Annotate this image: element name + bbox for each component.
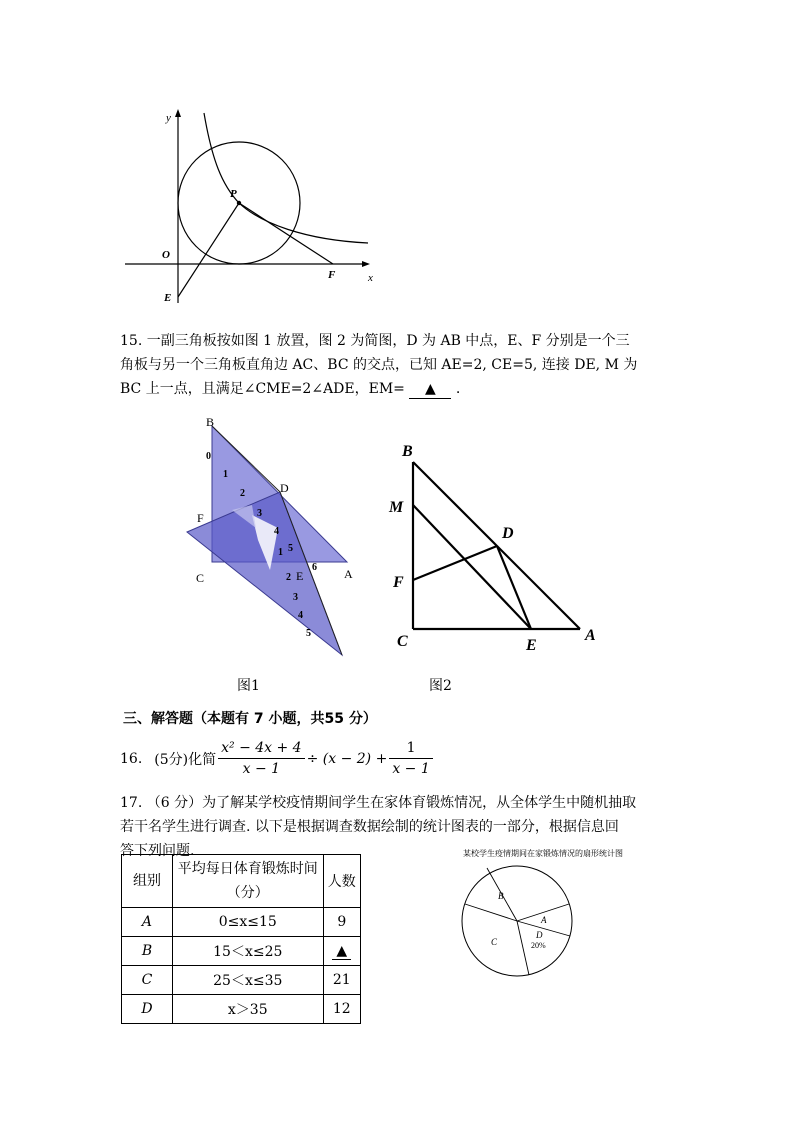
fig2-label-m: M [389, 499, 404, 516]
fig1-label-d: D [280, 481, 289, 495]
fig1-label-b: B [206, 415, 215, 429]
fraction-2 [389, 738, 432, 779]
fraction-1-denominator: x − 1 [242, 761, 281, 777]
table-row [122, 966, 361, 995]
ruler-tick-b2: 2 [286, 572, 291, 583]
q17-line3: 答下列问题. [120, 843, 195, 859]
ruler-tick-6: 6 [312, 562, 317, 573]
answer-blank-15: ▲ [409, 380, 451, 399]
fig2-label-c: C [397, 633, 408, 650]
header-count: 人数 [323, 855, 360, 908]
cell-count-blank [323, 937, 360, 966]
figure-1-set-squares [182, 410, 367, 665]
pie-label-d: D [536, 930, 543, 940]
fraction-2-denominator: x − 1 [392, 761, 430, 777]
set-square-2 [187, 492, 342, 655]
q15-line1: 15. 一副三角板按如图 1 放置，图 2 为简图，D 为 AB 中点，E、F 分别是一个三 [120, 333, 630, 349]
cell-count: 12 [323, 995, 360, 1024]
cell-range: 15＜x≤25 [172, 937, 323, 966]
hyperbola-curve [204, 113, 368, 243]
cell-group: C [122, 966, 173, 995]
pie-label-a: A [541, 915, 547, 925]
label-e: E [164, 292, 172, 304]
ruler-tick-3: 3 [257, 508, 262, 519]
segment-pf [239, 203, 333, 264]
segment-fd [413, 546, 497, 580]
segment-ep [178, 203, 239, 297]
fig2-label-b: B [402, 443, 413, 460]
question-15 [120, 329, 680, 401]
q17-line2: 若干名学生进行调查. 以下是根据调查数据绘制的统计图表的一部分，根据信息回 [120, 819, 619, 835]
cell-count: 9 [323, 908, 360, 937]
fig1-label-e: E [296, 569, 304, 583]
q16-number: 16. [120, 750, 143, 767]
cell-range: 25＜x≤35 [172, 966, 323, 995]
pie-chart-title: 某校学生疫情期间在家锻炼情况的扇形统计图 [463, 849, 623, 858]
pie-percent-d: 20% [531, 941, 546, 950]
segment-de [497, 546, 531, 629]
label-f: F [328, 269, 336, 281]
x-axis-arrow [362, 261, 370, 267]
cell-range: 0≤x≤15 [172, 908, 323, 937]
q15-line2: 角板与另一个三角板直角边 AC、BC 的交点，已知 AE=2, CE=5, 连接 DE, M 为 [120, 357, 638, 373]
label-y: y [166, 112, 171, 124]
label-o: O [162, 249, 170, 261]
point-p-dot [237, 201, 241, 205]
fraction-1-numerator: x² − 4x + 4 [218, 738, 304, 759]
q17-line1: 17. （6 分）为了解某学校疫情期间学生在家体育锻炼情况，从全体学生中随机抽取 [120, 795, 637, 811]
q15-line3-text: BC 上一点，且满足∠CME=2∠ADE，EM= [120, 381, 405, 397]
q15-line3-end: . [455, 381, 461, 397]
fraction-2-numerator: 1 [389, 738, 432, 759]
cell-group: B [122, 937, 173, 966]
header-time: 平均每日体育锻炼时间（分） [172, 855, 323, 908]
header-group: 组别 [122, 855, 173, 908]
cell-count: 21 [323, 966, 360, 995]
q15-line3 [120, 377, 680, 401]
coordinate-figure [120, 105, 390, 310]
fig2-label-e: E [526, 637, 537, 654]
ruler-tick-b1: 1 [278, 547, 283, 558]
ruler-tick-b3: 3 [293, 592, 298, 603]
answer-blank-17: ▲ [332, 943, 351, 960]
ruler-tick-2: 2 [240, 488, 245, 499]
ruler-tick-b5: 5 [306, 628, 311, 639]
table-header-row [122, 855, 361, 908]
pie-divider-d-c [517, 921, 529, 975]
fig2-label-d: D [502, 525, 514, 542]
fig2-label-a: A [585, 627, 596, 644]
pie-label-c: C [491, 937, 498, 947]
section-3-title: 三、解答题（本题有 7 小题，共55 分） [123, 711, 377, 727]
ruler-tick-b4: 4 [298, 610, 303, 621]
question-16 [120, 738, 435, 779]
label-x: x [368, 272, 373, 284]
fig1-label-f: F [197, 511, 204, 525]
ruler-tick-0: 0 [206, 451, 211, 462]
ruler-tick-4: 4 [274, 526, 279, 537]
pie-chart [455, 860, 585, 985]
label-p: P [230, 188, 237, 200]
ruler-tick-1: 1 [223, 469, 228, 480]
caption-fig1: 图1 [237, 678, 260, 694]
table-row [122, 908, 361, 937]
fig2-label-f: F [393, 574, 404, 591]
fig1-label-a: A [344, 567, 353, 581]
q16-middle: ÷ (x − 2) + [306, 750, 388, 767]
caption-fig2: 图2 [429, 678, 452, 694]
figure-2-diagram [385, 435, 605, 655]
cell-range: x＞35 [172, 995, 323, 1024]
fraction-1 [218, 738, 304, 779]
exercise-table [121, 854, 361, 1024]
y-axis-arrow [175, 109, 181, 117]
pie-label-b: B [498, 891, 504, 901]
fig1-label-c: C [196, 571, 205, 585]
cell-group: D [122, 995, 173, 1024]
table-row [122, 995, 361, 1024]
cell-group: A [122, 908, 173, 937]
table-row [122, 937, 361, 966]
q16-score: (5分)化简 [154, 751, 217, 768]
ruler-tick-5: 5 [288, 543, 293, 554]
segment-me [413, 505, 531, 629]
